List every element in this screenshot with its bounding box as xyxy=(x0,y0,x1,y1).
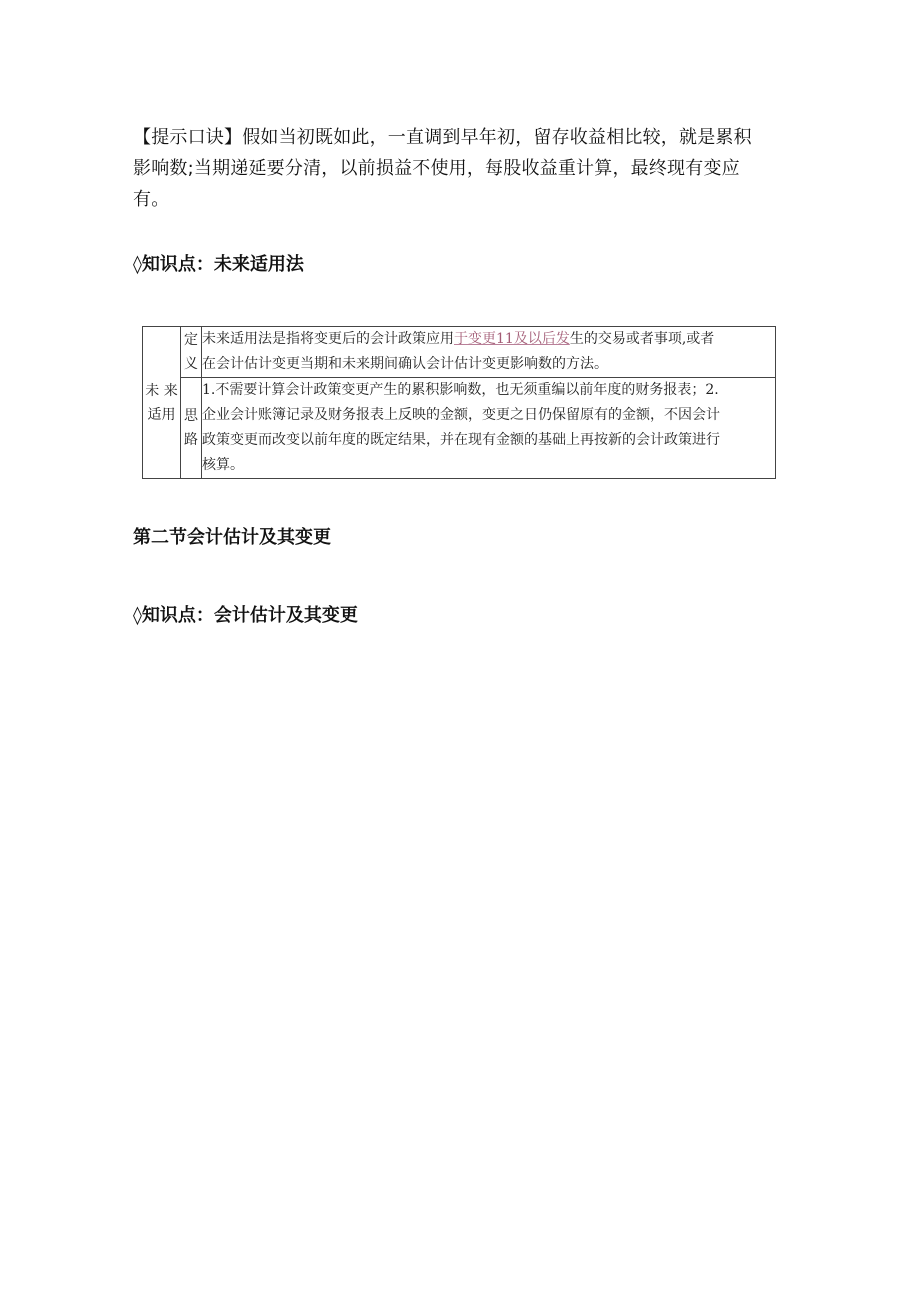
table-row-definition xyxy=(143,327,776,378)
table-row-approach xyxy=(143,378,776,479)
definition-label-char-1: 定 xyxy=(184,332,198,348)
approach-line-2: 企业会计账簿记录及财务报表上反映的金额，变更之日仍保留原有的金额，不因会计 xyxy=(202,407,720,423)
mnemonic-tip-paragraph xyxy=(133,122,785,215)
prospective-application-table xyxy=(142,326,776,479)
approach-label-char-1: 思 xyxy=(184,408,198,424)
definition-highlighted-text: 于变更11及以后发 xyxy=(454,331,570,347)
approach-line-1: 1.不需要计算会计政策变更产生的累积影响数，也无须重编以前年度的财务报表；2. xyxy=(202,382,719,398)
definition-text-part: 未来适用法是指将变更后的会计政策应用 xyxy=(202,331,454,347)
definition-label xyxy=(181,327,202,378)
knowledge-point-heading-prospective: ◊知识点：未来适用法 xyxy=(133,254,304,275)
definition-text-part: 生的交易或者事项,或者 xyxy=(569,331,715,347)
tip-line-3: 有。 xyxy=(133,189,170,210)
section-title-accounting-estimates: 第二节会计估计及其变更 xyxy=(133,527,331,548)
tip-line-1: 【提示口诀】假如当初既如此，一直调到早年初，留存收益相比较，就是累积 xyxy=(133,127,752,148)
row-header-line-2: 适用 xyxy=(147,406,176,423)
tip-line-2: 影响数;当期递延要分清，以前损益不使用，每股收益重计算，最终现有变应 xyxy=(133,158,740,179)
approach-line-3: 政策变更而改变以前年度的既定结果，并在现有金额的基础上再按新的会计政策进行 xyxy=(202,432,720,448)
row-header-prospective xyxy=(143,327,181,479)
knowledge-point-heading-estimates: ◊知识点：会计估计及其变更 xyxy=(133,605,358,626)
row-header-line-1: 未 来 xyxy=(145,382,178,399)
approach-label-char-2: 路 xyxy=(184,432,198,448)
definition-text xyxy=(202,327,776,378)
definition-label-char-2: 义 xyxy=(184,356,198,372)
definition-line-1 xyxy=(202,327,775,352)
approach-label xyxy=(181,378,202,479)
approach-text xyxy=(202,378,776,479)
approach-line-4: 核算。 xyxy=(202,457,244,473)
definition-line-2: 在会计估计变更当期和未来期间确认会计估计变更影响数的方法。 xyxy=(202,356,608,372)
